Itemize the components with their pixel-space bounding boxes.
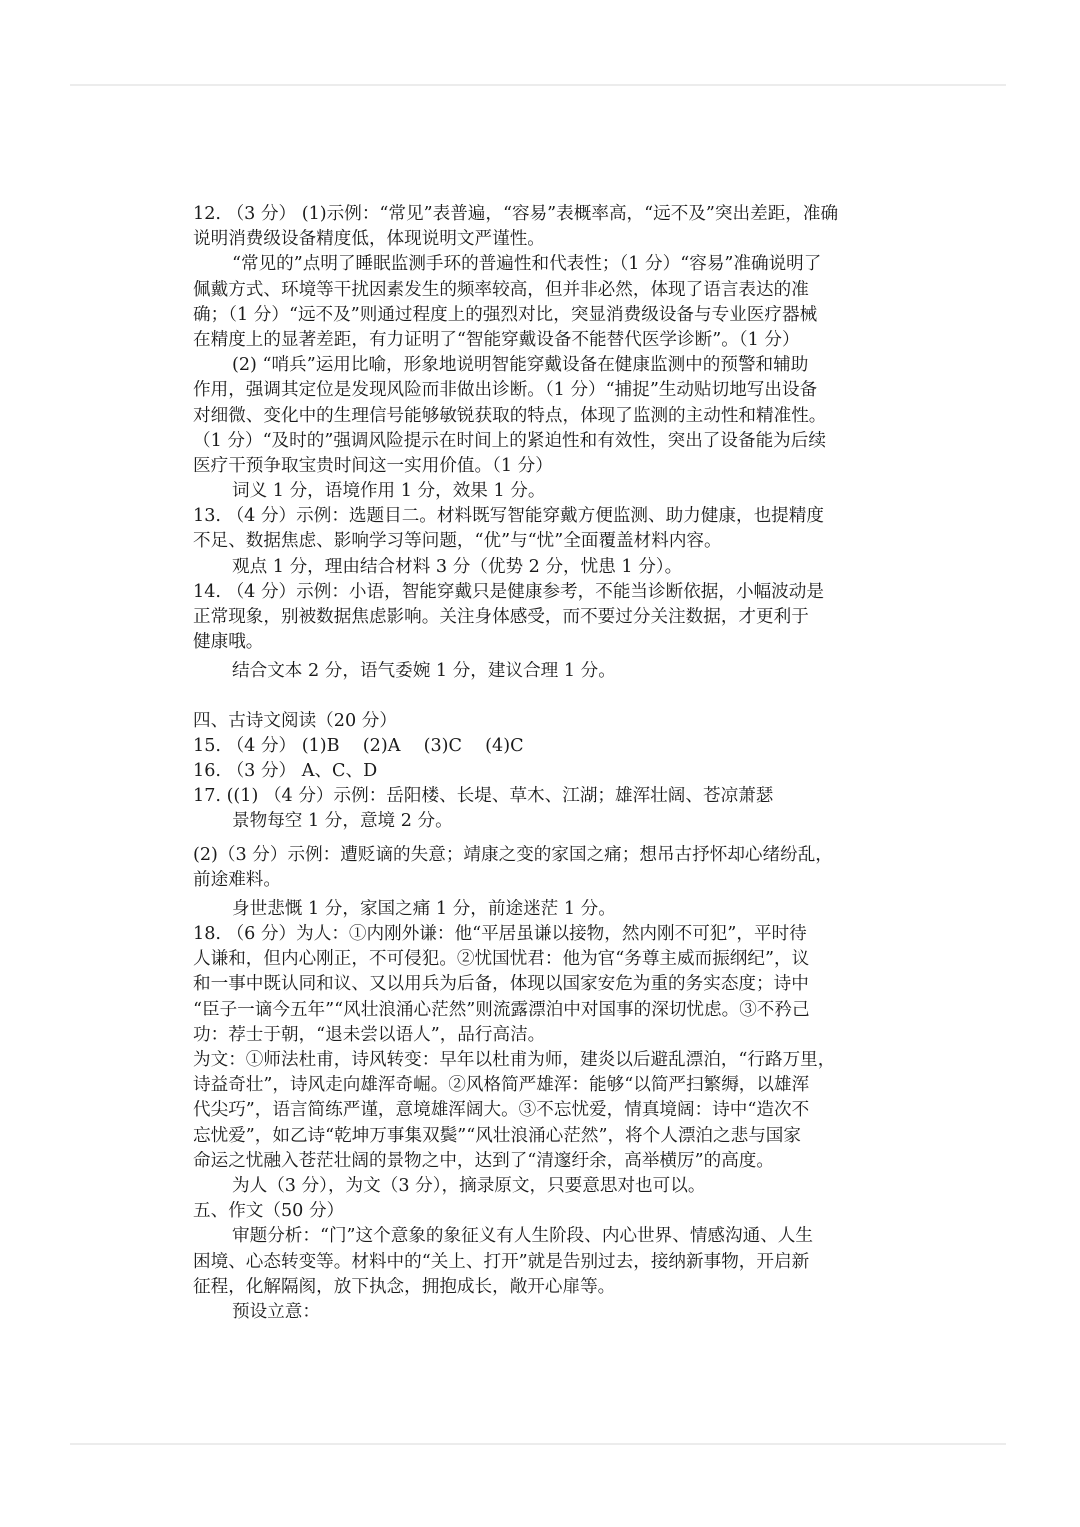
text-line: 正常现象，别被数据焦虑影响。关注身体感受，而不要过分关注数据，才更利于	[193, 607, 809, 627]
text-line: (2)（3 分）示例：遭贬谪的失意；靖康之变的家国之痛；想吊古抒怀却心绪纷乱，	[193, 844, 833, 865]
text-line: 说明消费级设备精度低，体现说明文严谨性。	[193, 229, 545, 250]
bottom-divider	[70, 1443, 1006, 1445]
text-line: 佩戴方式、环境等干扰因素发生的频率较高，但并非必然，体现了语言表达的准	[193, 279, 809, 300]
text-line: (2) “哨兵”运用比喻，形象地说明智能穿戴设备在健康监测中的预警和辅助	[232, 355, 809, 376]
text-line: 观点 1 分，理由结合材料 3 分（优势 2 分，忧患 1 分）。	[232, 556, 683, 577]
text-line: 为人（3 分），为文（3 分），摘录原文，只要意思对也可以。	[232, 1175, 706, 1196]
top-divider	[70, 84, 1006, 86]
text-line: 审题分析：“门”这个意象的象征义有人生阶段、内心世界、情感沟通、人生	[232, 1226, 813, 1247]
text-line: 征程，化解隔阂，放下执念，拥抱成长，敞开心扉等。	[193, 1276, 616, 1297]
text-line: 四、古诗文阅读（20 分）	[193, 710, 397, 731]
text-line: 医疗干预争取宝贵时间这一实用价值。（1 分）	[193, 455, 553, 476]
text-line: 13. （4 分）示例：选题目二。材料既写智能穿戴方便监测、助力健康，也提精度	[193, 506, 824, 527]
text-line: 16. （3 分） A、C、D	[193, 760, 378, 781]
text-line: 确；（1 分）“远不及”则通过程度上的强烈对比，突显消费级设备与专业医疗器械	[193, 304, 818, 325]
text-line: 结合文本 2 分，语气委婉 1 分，建议合理 1 分。	[232, 661, 616, 682]
text-line: 景物每空 1 分，意境 2 分。	[232, 811, 453, 832]
text-line: 命运之忧融入苍茫壮阔的景物之中，达到了“清邃纡余，高举横厉”的高度。	[193, 1150, 774, 1171]
text-line: “常见的”点明了睡眠监测手环的普遍性和代表性；（1 分）“容易”准确说明了	[232, 254, 822, 275]
text-line: 17. ((1) （4 分）示例：岳阳楼、长堤、草木、江湖；雄浑壮阔、苍凉萧瑟	[193, 786, 774, 807]
text-line: 不足、数据焦虑、影响学习等问题，“优”与“忧”全面覆盖材料内容。	[193, 531, 722, 552]
text-line: 健康哦。	[193, 632, 264, 653]
text-line: 身世悲慨 1 分，家国之痛 1 分，前途迷茫 1 分。	[232, 898, 616, 919]
text-line: 词义 1 分，语境作用 1 分，效果 1 分。	[232, 481, 546, 502]
text-line: （1 分）“及时的”强调风险提示在时间上的紧迫性和有效性，突出了设备能为后续	[193, 430, 826, 451]
text-line: 代尖巧”，语言简练严谨，意境雄浑阔大。③不忘忧爱，情真境阔：诗中“造次不	[193, 1100, 810, 1121]
text-line: 人谦和，但内心刚正，不可侵犯。②忧国忧君：他为官“务尊主威而振纲纪”，议	[193, 949, 810, 970]
text-line: 忘忧爱”，如乙诗“乾坤万事集双鬓”“风壮浪涌心茫然”，将个人漂泊之悲与国家	[193, 1125, 801, 1146]
text-line: 14. （4 分）示例：小语，智能穿戴只是健康参考，不能当诊断依据，小幅波动是	[193, 581, 824, 602]
text-line: 为文：①师法杜甫，诗风转变：早年以杜甫为师，建炎以后避乱漂泊，“行路万里，	[193, 1050, 836, 1070]
text-line: 作用，强调其定位是发现风险而非做出诊断。（1 分）“捕捉”生动贴切地写出设备	[193, 380, 818, 401]
answer-document	[193, 202, 865, 1325]
text-line: “臣子一谪今五年”“风壮浪涌心茫然”则流露漂泊中对国事的深切忧虑。③不矜己	[193, 999, 810, 1020]
text-line: 对细微、变化中的生理信号能够敏锐获取的特点，体现了监测的主动性和精准性。	[193, 405, 827, 426]
text-line: 五、作文（50 分）	[193, 1201, 345, 1222]
text-line: 12. （3 分） (1)示例：“常见”表普遍，“容易”表概率高，“远不及”突出差距，准确	[193, 204, 839, 224]
text-line: 预设立意：	[232, 1301, 320, 1322]
text-line: 18. （6 分）为人：①内刚外谦：他“平居虽谦以接物，然内刚不可犯”，平时待	[193, 924, 807, 945]
text-line: 功：荐士于朝，“退未尝以语人”，品行高洁。	[193, 1024, 546, 1045]
text-line: 困境、心态转变等。材料中的“关上、打开”就是告别过去，接纳新事物，开启新	[193, 1251, 810, 1272]
text-line: 诗益奇壮”，诗风走向雄浑奇崛。②风格简严雄浑：能够“以简严扫繁缛，以雄浑	[193, 1075, 810, 1096]
text-line: 在精度上的显著差距，有力证明了“智能穿戴设备不能替代医学诊断”。（1 分）	[193, 329, 800, 350]
text-line: 15. （4 分） (1)B (2)A (3)C (4)C	[193, 735, 524, 756]
text-line: 和一事中既认同和议、又以用兵为后备，体现以国家安危为重的务实态度；诗中	[193, 974, 809, 995]
text-line: 前途难料。	[193, 869, 281, 890]
